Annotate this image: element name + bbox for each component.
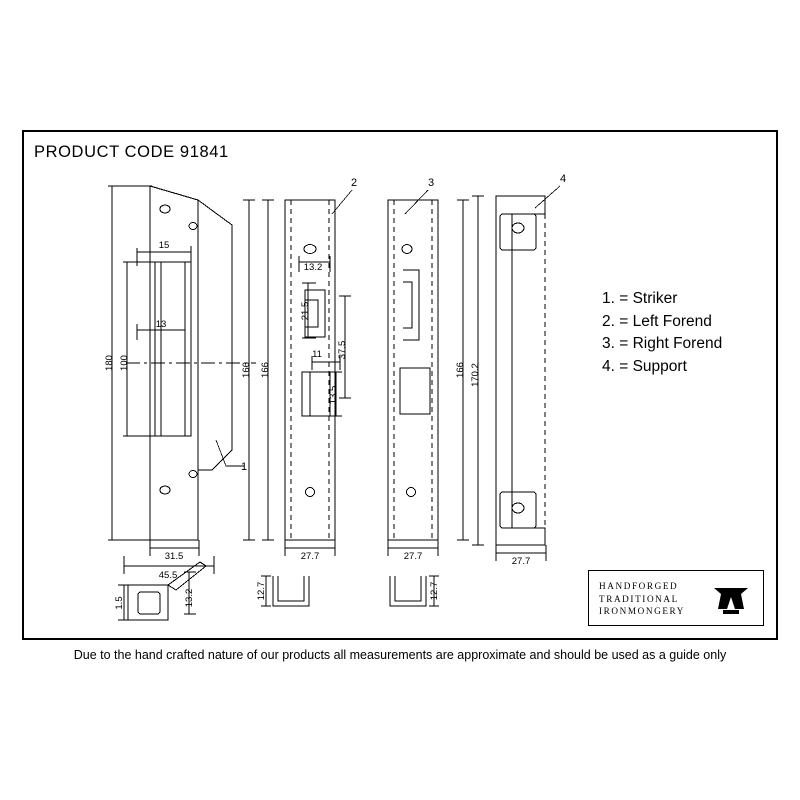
legend-item-left-forend: 2. = Left Forend bbox=[602, 312, 712, 330]
brand-text bbox=[599, 580, 685, 618]
dim-100: 100 bbox=[119, 355, 130, 371]
dim-13: 13 bbox=[155, 319, 167, 330]
page-title: PRODUCT CODE 91841 bbox=[34, 143, 229, 161]
dim-1-5: 1.5 bbox=[114, 596, 125, 610]
callout-1: 1 bbox=[241, 461, 248, 473]
dim-13-2-left: 13.2 bbox=[303, 262, 323, 273]
dim-12-7-right: 12.7 bbox=[429, 581, 440, 601]
drawing-frame bbox=[22, 130, 778, 640]
legend-item-right-forend: 3. = Right Forend bbox=[602, 335, 723, 352]
disclaimer-text: Due to the hand crafted nature of our products all measurements are approximate and should be used as a guide only bbox=[73, 648, 727, 662]
legend-item-support: 4. = Support bbox=[602, 357, 687, 375]
dim-12-7-left: 12.7 bbox=[256, 581, 267, 601]
dim-27-7-left: 27.7 bbox=[300, 551, 320, 562]
dim-37-5: 37.5 bbox=[337, 340, 348, 360]
dim-27-7-right: 27.7 bbox=[403, 551, 423, 562]
dim-13-2-striker: 13.2 bbox=[184, 588, 195, 608]
brand-logo-box bbox=[588, 570, 764, 626]
dim-166-striker: 166 bbox=[241, 362, 252, 378]
brand-line-3: IRONMONGERY bbox=[599, 606, 685, 617]
dim-13-5: 13.5 bbox=[328, 385, 339, 405]
dim-166-left: 166 bbox=[260, 362, 271, 378]
legend-item-striker: 1. = Striker bbox=[602, 290, 678, 307]
parts-legend bbox=[602, 288, 722, 378]
dim-21-5: 21.5 bbox=[300, 301, 311, 321]
dim-45-5: 45.5 bbox=[158, 570, 178, 581]
dim-166-right: 166 bbox=[455, 362, 466, 378]
callout-2: 2 bbox=[350, 177, 358, 189]
callout-4: 4 bbox=[559, 173, 567, 185]
brand-line-1: HANDFORGED bbox=[599, 581, 679, 591]
anvil-icon bbox=[711, 579, 751, 619]
dim-27-7-support: 27.7 bbox=[511, 556, 531, 567]
callout-3: 3 bbox=[427, 177, 435, 189]
dim-11: 11 bbox=[312, 349, 322, 360]
dim-180: 180 bbox=[104, 355, 115, 371]
dim-170-2: 170.2 bbox=[470, 363, 481, 387]
brand-line-2: TRADITIONAL bbox=[599, 593, 679, 604]
dim-15: 15 bbox=[158, 240, 170, 251]
dim-31-5: 31.5 bbox=[164, 551, 184, 562]
